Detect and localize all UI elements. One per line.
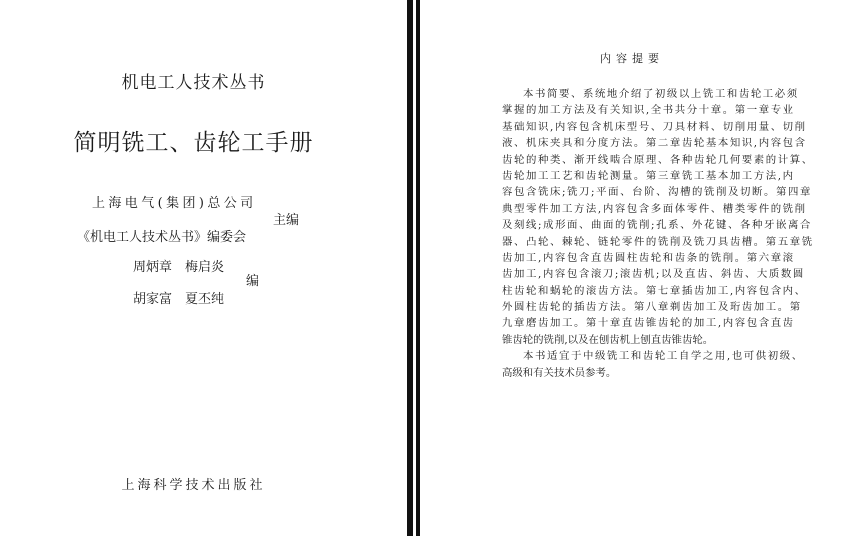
summary-line: 本书简要、系统地介绍了初级以上铣工和齿轮工必须 (523, 88, 799, 100)
summary-line: 锥齿轮的铣削,以及在刨齿机上刨直齿锥齿轮。 (502, 333, 714, 346)
summary-line: 器、凸轮、棘轮、链轮零件的铣削及铣刀具齿槽。第五章铣 (502, 235, 814, 248)
summary-line: 齿加工,内容包含滚刀;滚齿机;以及直齿、斜齿、大质数圆 (502, 268, 805, 281)
author-names-2: 胡家富 夏丕纯 (133, 292, 225, 307)
book-title: 简明铣工、齿轮工手册 (73, 130, 314, 156)
author-role: 编 (246, 274, 260, 289)
summary-line: 齿轮的种类、渐开线啮合原理、各种齿轮几何要素的计算、 (502, 153, 814, 166)
summary-page (422, 0, 849, 536)
summary-line: 掌握的加工方法及有关知识,全书共分十章。第一章专业 (502, 104, 795, 117)
summary-line: 本书适宜于中级铣工和齿轮工自学之用,也可供初级、 (523, 350, 804, 363)
summary-line: 高级和有关技术员参考。 (502, 366, 617, 379)
publisher: 上海科学技术出版社 (121, 478, 266, 493)
author-names-1: 周炳章 梅启炎 (133, 260, 225, 275)
summary-title: 内容提要 (600, 52, 664, 65)
summary-body (502, 86, 849, 381)
chief-editor-role: 主编 (273, 213, 300, 228)
summary-line: 齿轮加工工艺和齿轮测量。第三章铣工基本加工方法,内 (502, 169, 795, 182)
title-page (0, 0, 405, 536)
editor-organization: 上海电气(集团)总公司 (92, 196, 257, 211)
book-spine-divider-inner (416, 0, 420, 536)
book-spine-divider (407, 0, 413, 536)
summary-line: 及刻线;成形面、曲面的铣削;孔系、外花键、各种牙嵌离合 (502, 219, 812, 232)
summary-line: 液、机床夹具和分度方法。第二章齿轮基本知识,内容包含 (502, 137, 807, 150)
summary-line: 容包含铣床;铣刀;平面、台阶、沟槽的铣削及切断。第四章 (502, 186, 812, 199)
series-title: 机电工人技术丛书 (121, 73, 266, 93)
summary-line: 典型零件加工方法,内容包含多面体零件、槽类零件的铣削 (502, 202, 807, 215)
summary-line: 外圆柱齿轮的插齿方法。第八章剃齿加工及珩齿加工。第 (502, 301, 802, 314)
summary-line: 齿加工,内容包含直齿圆柱齿轮和齿条的铣削。第六章滚 (502, 251, 795, 264)
summary-line: 柱齿轮和蜗轮的滚齿方法。第七章插齿加工,内容包含内、 (502, 284, 807, 297)
summary-line: 基础知识,内容包含机床型号、刀具材料、切削用量、切削 (502, 120, 807, 133)
summary-line: 九章磨齿加工。第十章直齿锥齿轮的加工,内容包含直齿 (502, 317, 795, 330)
editorial-committee: 《机电工人技术丛书》编委会 (77, 230, 247, 245)
